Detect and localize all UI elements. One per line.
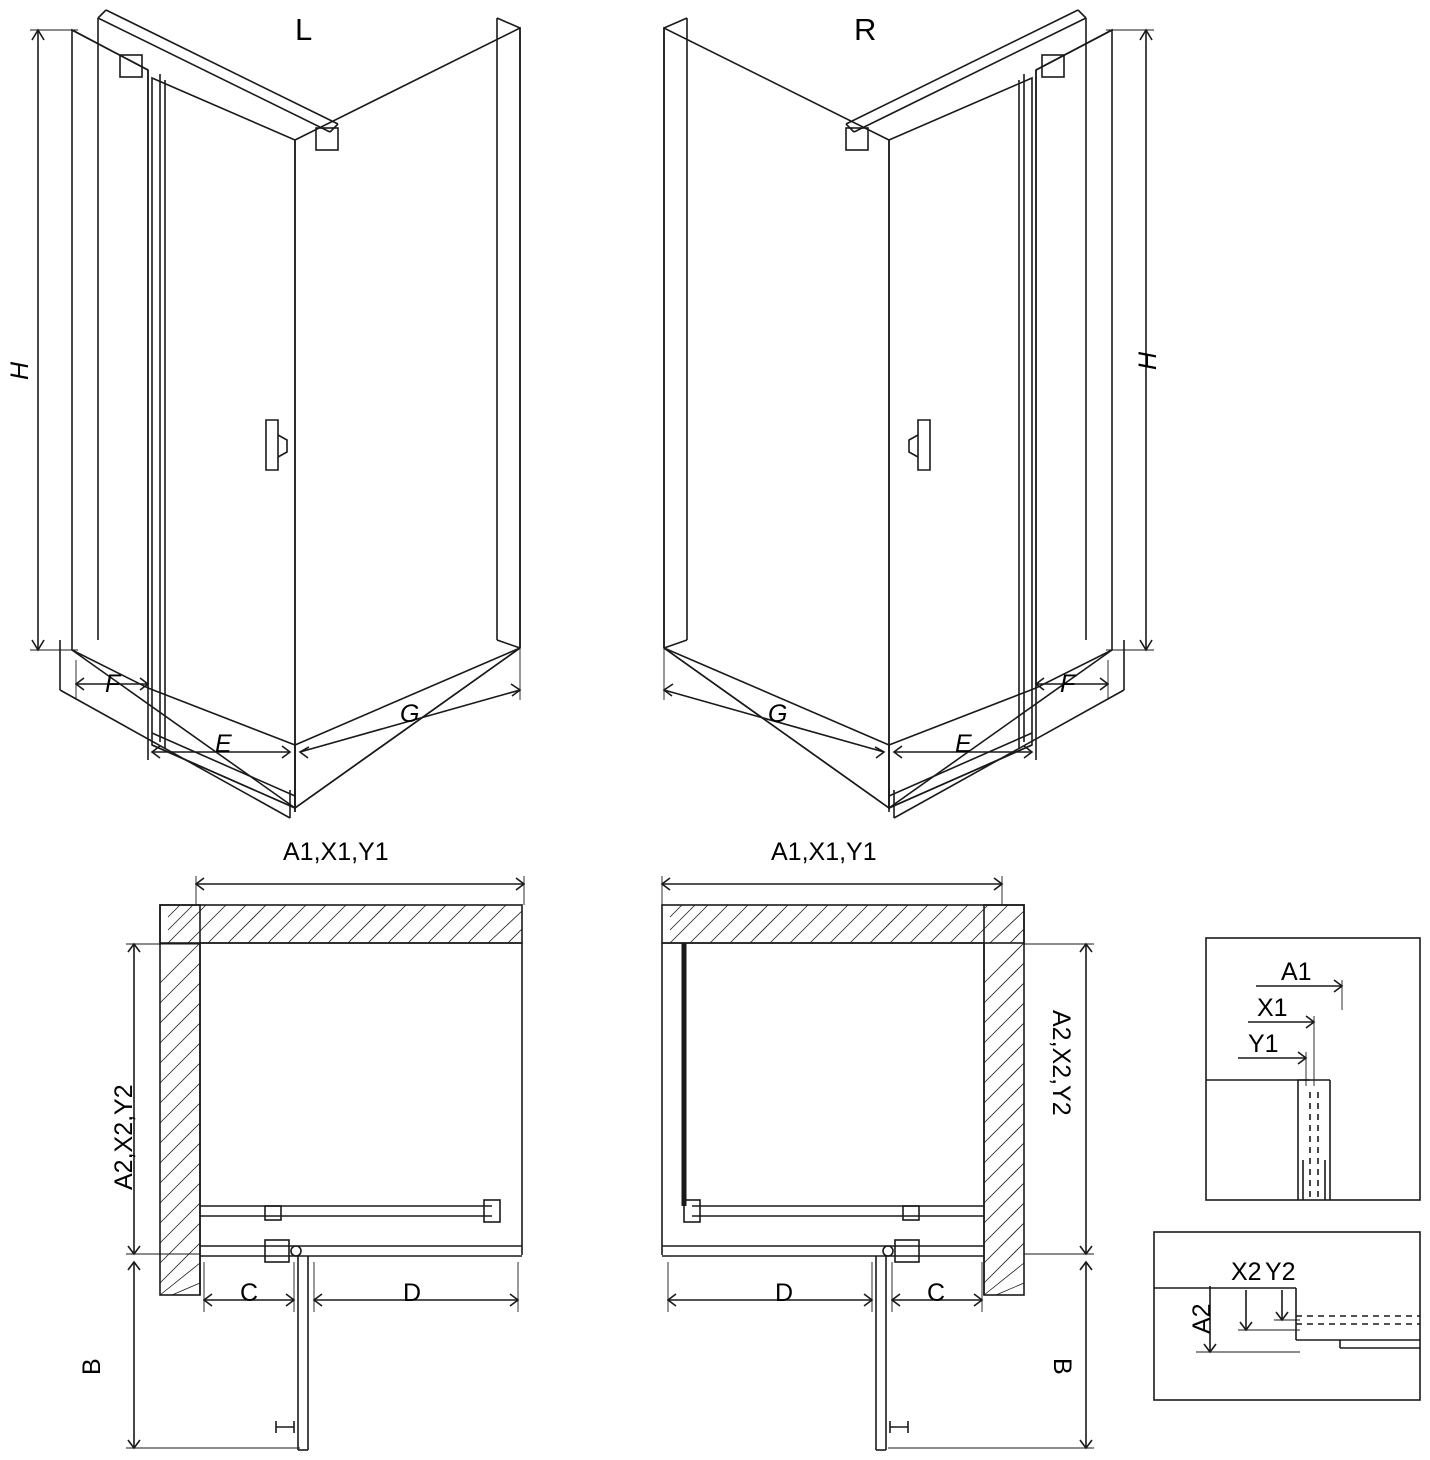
plan-right-seg-d: D <box>775 1279 794 1307</box>
detail-box-top <box>1206 938 1420 1200</box>
detail-bottom-a2: A2 <box>1188 1303 1216 1334</box>
detail-top-x1: X1 <box>1257 994 1288 1022</box>
plan-right-top-dimension: A1,X1,Y1 <box>771 838 877 866</box>
detail-bottom-x2: X2 <box>1231 1258 1262 1286</box>
iso-right-door-label: E <box>955 730 972 758</box>
plan-left <box>126 876 524 1450</box>
iso-left-title: L <box>295 12 313 47</box>
plan-left-seg-c: C <box>240 1279 259 1307</box>
iso-right-enclosure <box>664 10 1154 818</box>
iso-left-height-label: H <box>6 361 34 380</box>
plan-right <box>662 876 1094 1450</box>
iso-left-door-label: E <box>215 730 232 758</box>
iso-right-title: R <box>854 12 877 47</box>
iso-left-enclosure <box>30 10 520 818</box>
plan-left-top-dimension: A1,X1,Y1 <box>283 838 389 866</box>
detail-bottom-y2: Y2 <box>1265 1258 1296 1286</box>
detail-top-y1: Y1 <box>1248 1030 1279 1058</box>
plan-right-side-dimension: A2,X2,Y2 <box>1047 1010 1075 1116</box>
iso-right-depth-label: F <box>1060 670 1076 698</box>
iso-left-depth-label: F <box>105 670 121 698</box>
iso-right-height-label: H <box>1134 351 1162 370</box>
detail-top-a1: A1 <box>1281 958 1312 986</box>
plan-left-seg-b: B <box>78 1358 106 1375</box>
iso-left-side-label: G <box>400 700 420 728</box>
plan-left-seg-d: D <box>403 1279 422 1307</box>
plan-right-seg-c: C <box>927 1279 946 1307</box>
iso-right-side-label: G <box>768 700 788 728</box>
plan-left-side-dimension: A2,X2,Y2 <box>110 1084 138 1190</box>
plan-right-seg-b: B <box>1048 1358 1076 1375</box>
